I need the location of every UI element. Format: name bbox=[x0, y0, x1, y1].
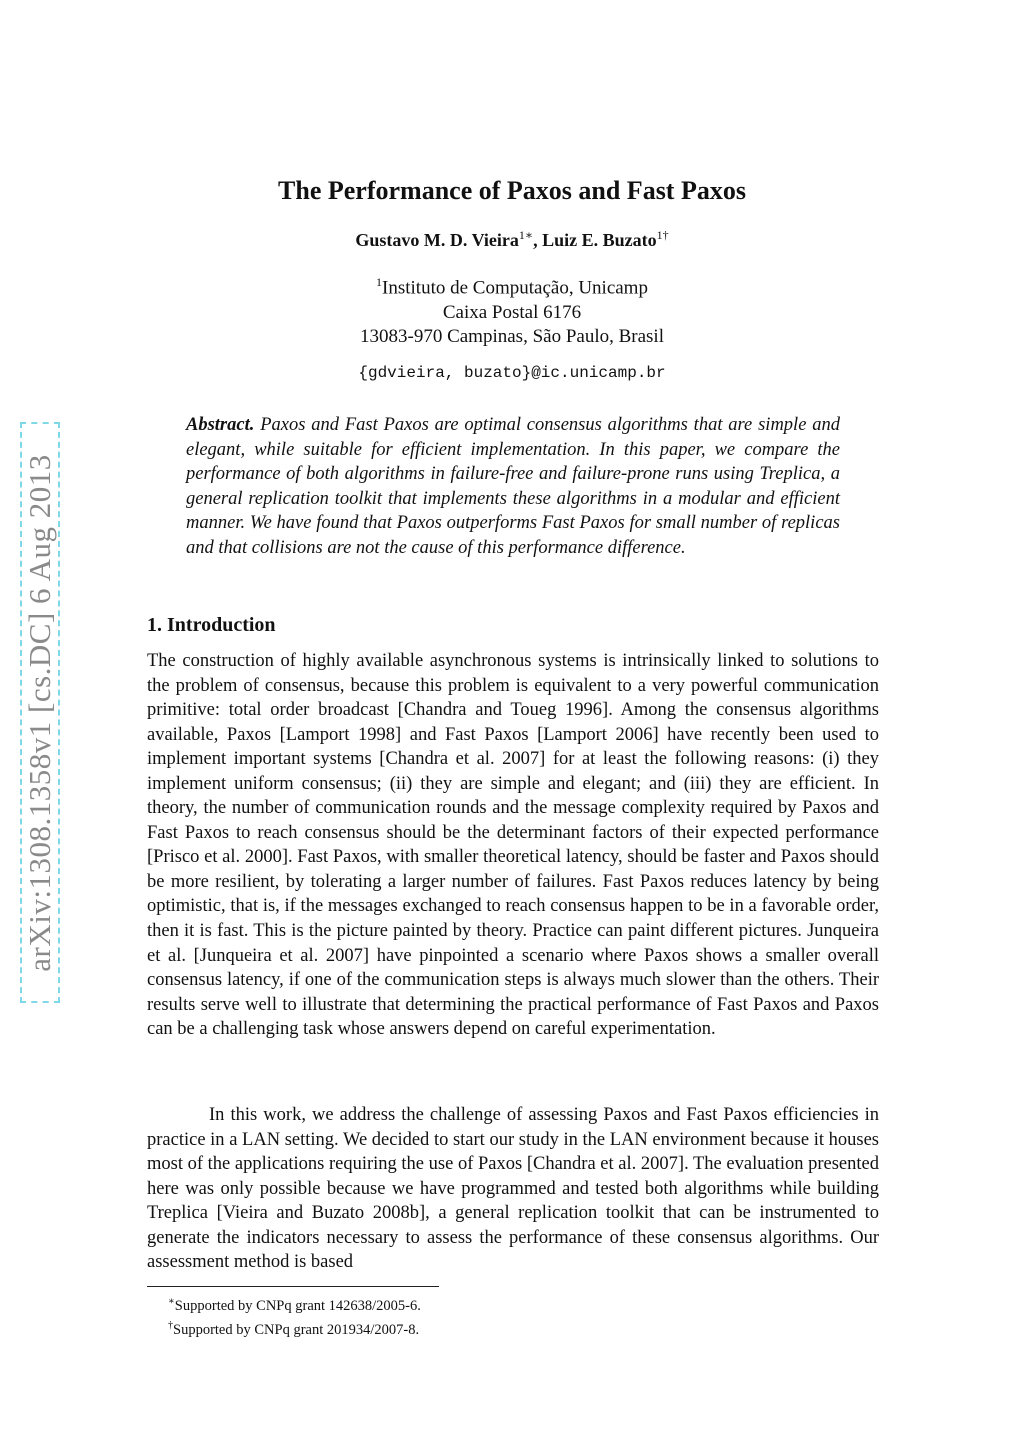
author-separator: , bbox=[533, 230, 543, 250]
affiliation-line-3: 13083-970 Campinas, São Paulo, Brasil bbox=[360, 326, 664, 348]
abstract bbox=[186, 413, 840, 561]
footnote-2 bbox=[168, 1316, 421, 1340]
abstract-label: Abstract. bbox=[186, 415, 255, 435]
footnote-1-text: Supported by CNPq grant 142638/2005-6. bbox=[174, 1297, 421, 1314]
author-line bbox=[0, 228, 1024, 251]
affiliation-line-2: Caixa Postal 6176 bbox=[442, 301, 582, 323]
author-1-mark: 1∗ bbox=[518, 228, 534, 242]
abstract-text: Paxos and Fast Paxos are optimal consensus algorithms that are simple and elegant, while suitable for efficient implementation. In this paper, we compare the performance of both algorithms in failure-free and failure-prone runs using Treplica, a general replication toolkit that implements these algorithms in a modular and efficient manner. We have found that Paxos outperforms Fast Paxos for small number of replicas and that collisions are not the cause of this performance difference. bbox=[186, 415, 840, 558]
author-email: {gdvieira, buzato}@ic.unicamp.br bbox=[358, 364, 666, 382]
author-1-name: Gustavo M. D. Vieira bbox=[355, 230, 519, 250]
intro-paragraph-1: The construction of highly available asynchronous systems is intrinsically linked to solutions to the problem of consensus, because this problem is equivalent to a very powerful communication primitive: total order broadcast [Chandra and Toueg 1996]. Among the consensus algorithms available, Paxos [Lamport 1998] and Fast Paxos [Lamport 2006] have recently been used to implement important systems [Chandra et al. 2007] for at least the following reasons: (i) they implement uniform consensus; (ii) they are simple and elegant; and (iii) they are efficient. In theory, the number of communication rounds and the message complexity required by Paxos and Fast Paxos to reach consensus should be the determinant factors of their expected performance [Prisco et al. 2000]. Fast Paxos, with smaller theoretical latency, should be faster and Paxos should be more resilient, by tolerating a larger number of failures. Fast Paxos reduces latency by being optimistic, that is, if the messages exchanged to reach consensus happen to be in a favorable order, then it is fast. This is the picture painted by theory. Practice can paint different pictures. Junqueira et al. [Junqueira et al. 2007] have pinpointed a scenario where Paxos shows a smaller overall consensus latency, if one of the communication steps is always much slower than the others. Their results serve well to illustrate that determining the practical performance of Fast Paxos and Paxos can be a challenging task whose answers depend on careful experimentation. bbox=[147, 651, 879, 1040]
author-2-name: Luiz E. Buzato bbox=[542, 230, 657, 250]
affiliation-line-1 bbox=[0, 270, 1024, 301]
arxiv-stamp bbox=[20, 422, 60, 1003]
intro-paragraph-2: In this work, we address the challenge of assessing Paxos and Fast Paxos efficiencies in practice in a LAN setting. We decided to start our study in the LAN environment because it houses most of the applications requiring the use of Paxos [Chandra et al. 2007]. The evaluation presented here was only possible because we have programmed and tested both algorithms while building Treplica [Vieira and Buzato 2008b], a general replication toolkit that can be instrumented to generate the indicators necessary to assess the performance of these consensus algorithms. Our assessment method is based bbox=[147, 1105, 879, 1273]
footnote-1-mark: ∗ bbox=[168, 1296, 175, 1307]
arxiv-stamp-text: arXiv:1308.1358v1 [cs.DC] 6 Aug 2013 bbox=[22, 453, 57, 972]
paper-title: The Performance of Paxos and Fast Paxos bbox=[278, 176, 746, 205]
footnote-2-mark: † bbox=[168, 1319, 173, 1331]
footnote-divider bbox=[147, 1286, 439, 1287]
affiliation bbox=[0, 270, 1024, 350]
author-2-mark: 1† bbox=[656, 228, 669, 242]
affiliation-mark: 1 bbox=[376, 275, 383, 289]
section-heading-introduction: 1. Introduction bbox=[147, 614, 276, 636]
footnote-1 bbox=[168, 1292, 421, 1316]
affiliation-institute: Instituto de Computação, Unicamp bbox=[382, 277, 648, 299]
footnotes bbox=[168, 1292, 421, 1340]
footnote-2-text: Supported by CNPq grant 201934/2007-8. bbox=[173, 1321, 420, 1338]
